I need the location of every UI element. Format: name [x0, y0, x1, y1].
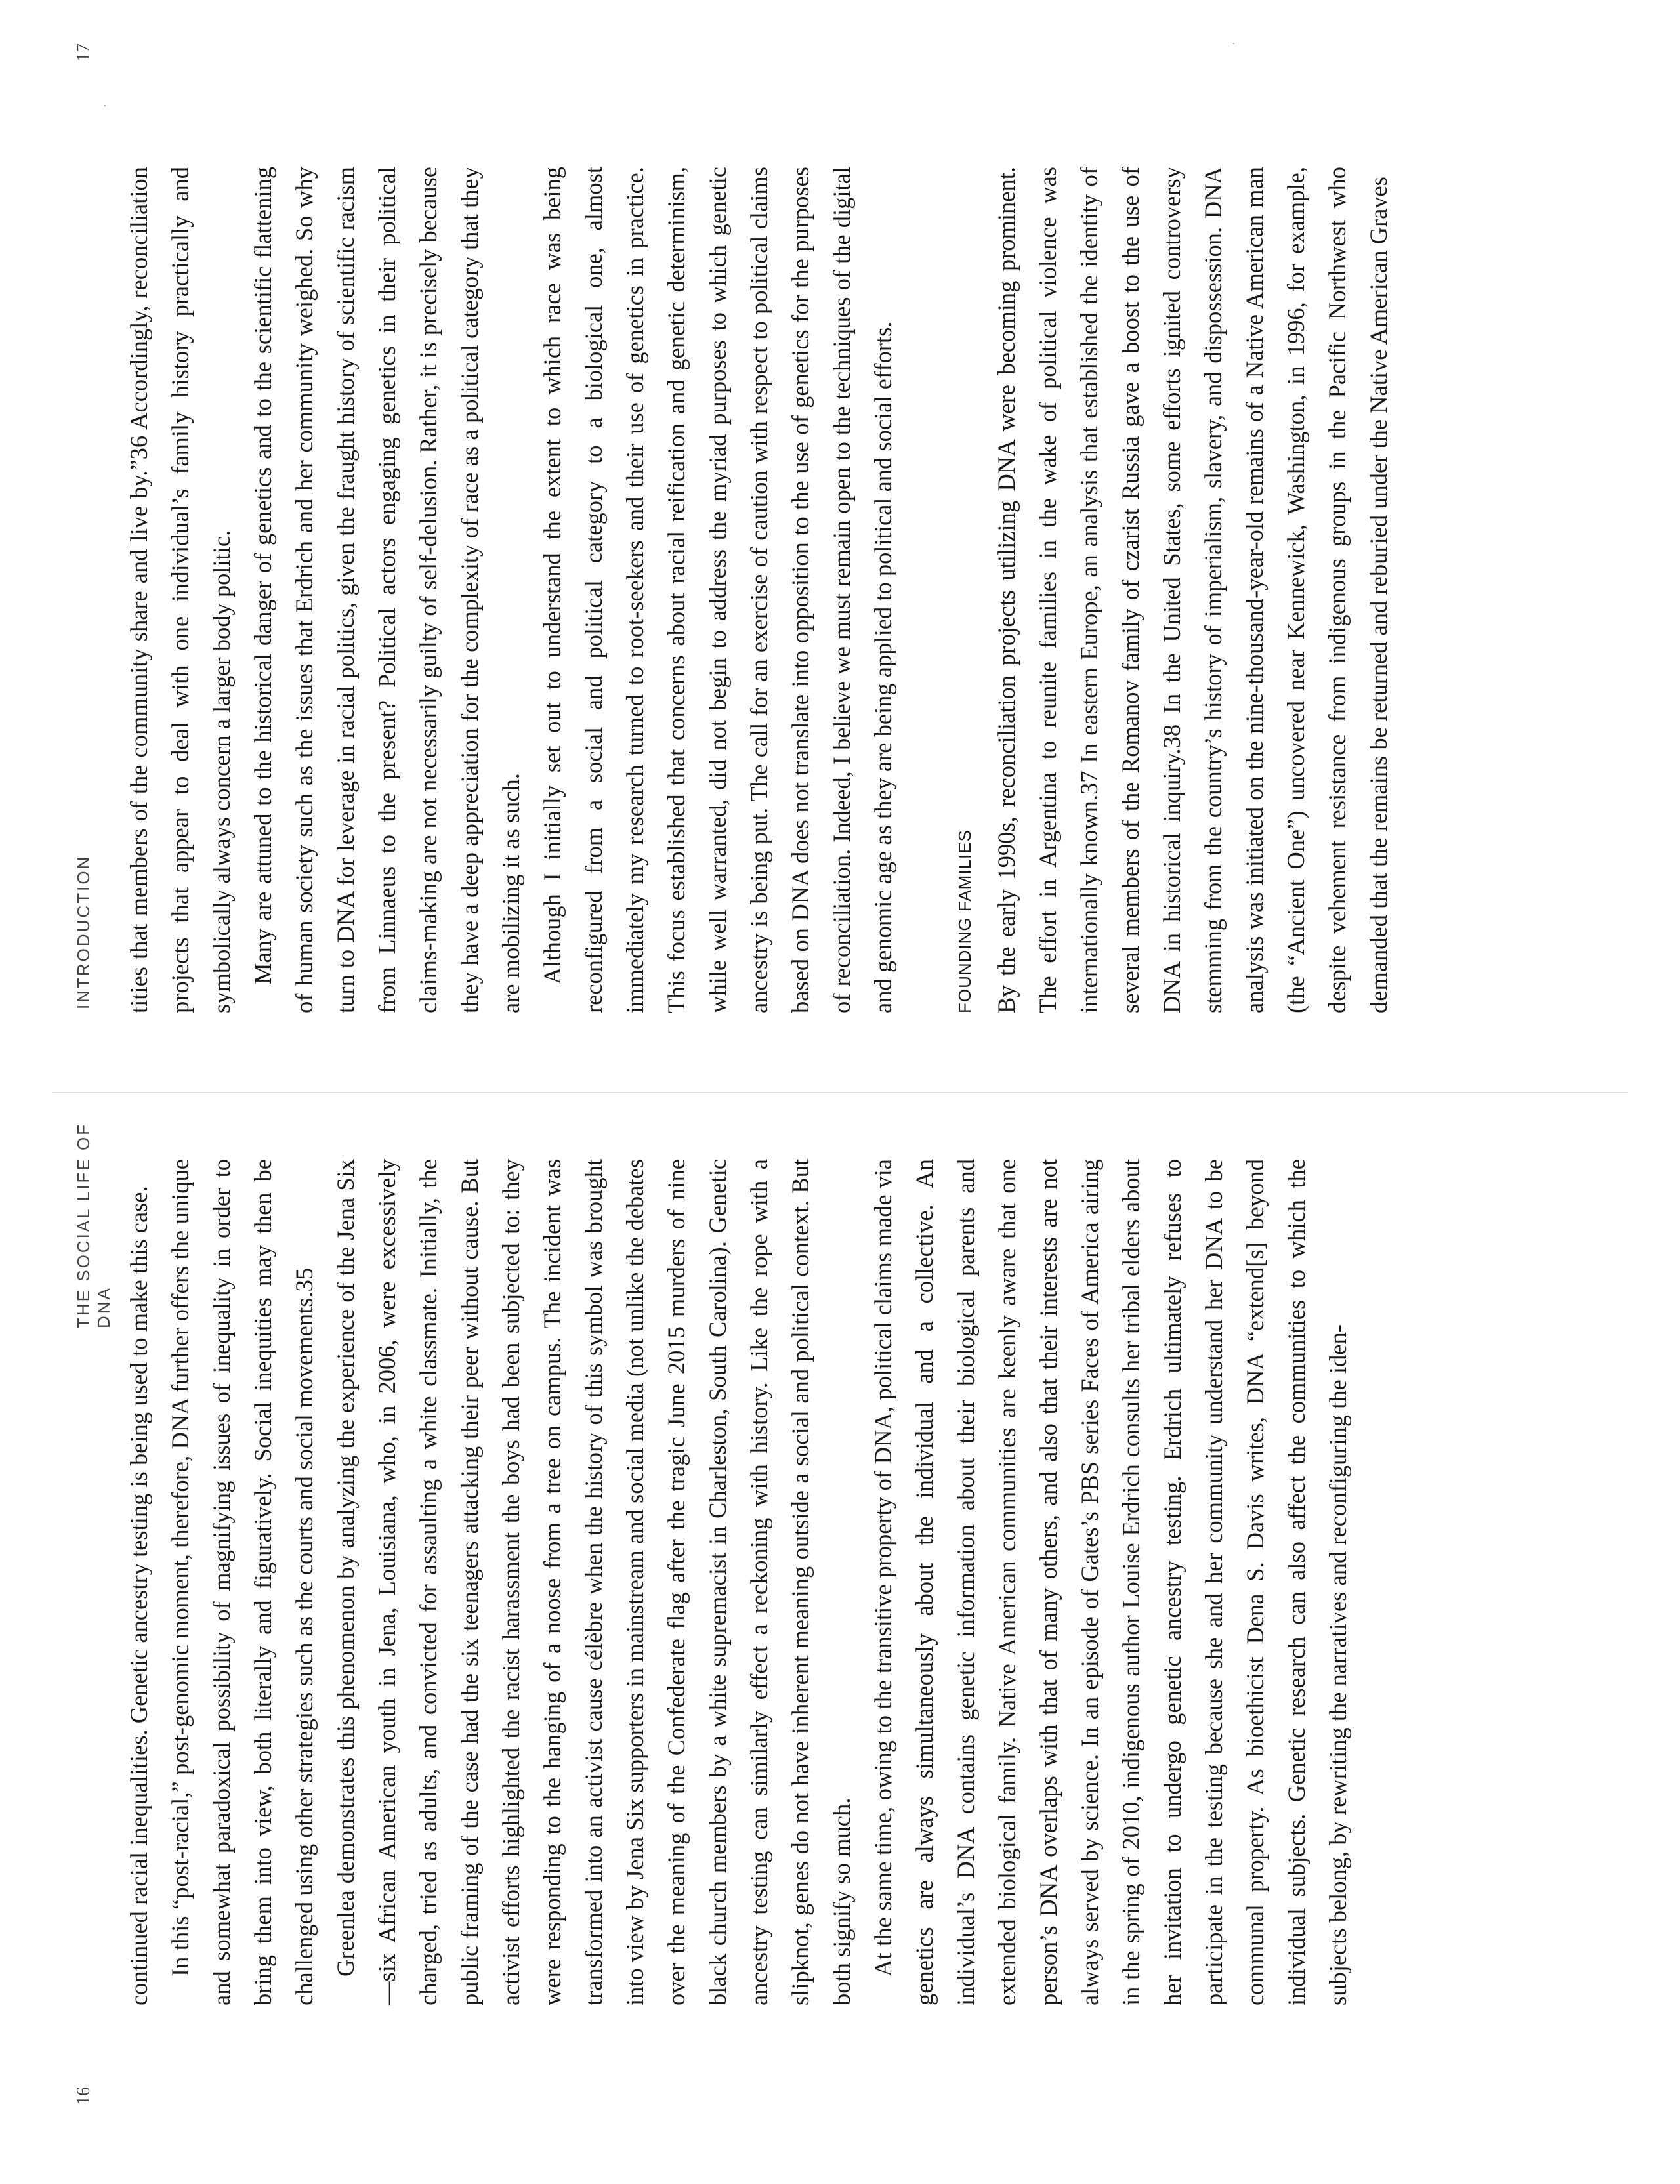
paragraph: tities that members of the community share and live by.”36 Accordingly, reconciliation projects that appear to deal with one individual’s family history practically and symbolically always concern a larger body politic.: [125, 167, 235, 1013]
paragraph: continued racial inequalities. Genetic ancestry testing is being used to make this case.: [125, 1186, 152, 2006]
body-text: [118, 1159, 1358, 2006]
paragraph: By the early 1990s, reconciliation projects utilizing DNA were becoming prominent. The effort in Argentina to reunite families in the wake of political violence was internationally known.37 In eastern Europe, an analysis that established the identity of several members of the Romanov family of czarist Russia gave a boost to the use of DNA in historical inquiry.38 In the United States, some efforts ignited controversy stemming from the country’s history of imperialism, slavery, and dispossession. DNA analysis was initiated on the nine-thousand-year-old remains of a Native American man (the “Ancient One”) uncovered near Kennewick, Washington, in 1996, for example, despite vehement resistance from indigenous groups in the Pacific Northwest who demanded that the remains be returned and reburied under the Native American Graves: [993, 167, 1392, 1013]
page-number: 16: [74, 2087, 94, 2105]
running-head: THE SOCIAL LIFE OF DNA: [74, 1122, 114, 1328]
paragraph: Many are attuned to the historical danger of genetics and to the scientific flattening of human society such as the issues that Erdrich and her community weighed. So why turn to DNA for leverage in racial politics, given the fraught history of scientific racism from Linnaeus to the present? Political actors engaging genetics in their political claims-making are not necessarily guilty of self-delusion. Rather, it is precisely because they have a deep appreciation for the complexity of race as a political category that they are mobilizing it as such.: [249, 167, 524, 1013]
page-number: 17: [74, 43, 94, 62]
section-heading: FOUNDING FAMILIES: [955, 830, 975, 1013]
paragraph: In this “post-racial,” post-genomic moment, therefore, DNA further offers the unique and somewhat paradoxical possibility of magnifying issues of inequality in order to bring them into view, both literally and figuratively. Social inequities may then be challenged using other strategies such as the courts and social movements.35: [167, 1159, 318, 2006]
body-text: [118, 167, 1399, 1013]
left-page: [0, 1092, 1680, 2184]
paragraph: At the same time, owing to the transitive property of DNA, political claims made via genetics are always simultaneously about the individual and a collective. An individual’s DNA contains genetic information about their biological parents and extended biological family. Native American communities are keenly aware that one person’s DNA overlaps with that of many others, and also that their interests are not always served by science. In an episode of Gates’s PBS series Faces of America airing in the spring of 2010, indigenous author Louise Erdrich consults her tribal elders about her invitation to undergo genetic ancestry testing. Erdrich ultimately refuses to participate in the testing because she and her community understand her DNA to be communal property. As bioethicist Dena S. Davis writes, DNA “extend[s] beyond individual subjects. Genetic research can also affect the communities to which the subjects belong, by rewriting the narratives and reconfiguring the iden-: [870, 1159, 1351, 2006]
paragraph: Although I initially set out to understand the extent to which race was being reconfigured from a social and political category to a biological one, almost immediately my research turned to root-seekers and their use of genetics in practice. This focus established that concerns about racial reification and genetic determinism, while well warranted, did not begin to address the myriad purposes to which genetic ancestry is being put. The call for an exercise of caution with respect to political claims based on DNA does not translate into opposition to the use of genetics for the purposes of reconciliation. Indeed, I believe we must remain open to the techniques of the digital and genomic age as they are being applied to political and social efforts.: [539, 167, 896, 1013]
paragraph: Greenlea demonstrates this phenomenon by analyzing the experience of the Jena Six—six African American youth in Jena, Louisiana, who, in 2006, were excessively charged, tried as adults, and convicted for assaulting a white classmate. Initially, the public framing of the case had the six teenagers attacking their peer without cause. But activist efforts highlighted the racist harassment the boys had been subjected to: they were responding to the hanging of a noose from a tree on campus. The incident was transformed into an activist cause célèbre when the history of this symbol was brought into view by Jena Six supporters in mainstream and social media (not unlike the debates over the meaning of the Confederate flag after the tragic June 2015 murders of nine black church members by a white supremacist in Charleston, South Carolina). Genetic ancestry testing can similarly effect a reckoning with history. Like the rope with a slipknot, genes do not have inherent meaning outside a social and political context. But both signify so much.: [332, 1159, 855, 2006]
running-head: INTRODUCTION: [74, 854, 93, 1009]
scan-speck: ·: [1227, 41, 1240, 45]
scan-speck: ·: [98, 104, 112, 108]
